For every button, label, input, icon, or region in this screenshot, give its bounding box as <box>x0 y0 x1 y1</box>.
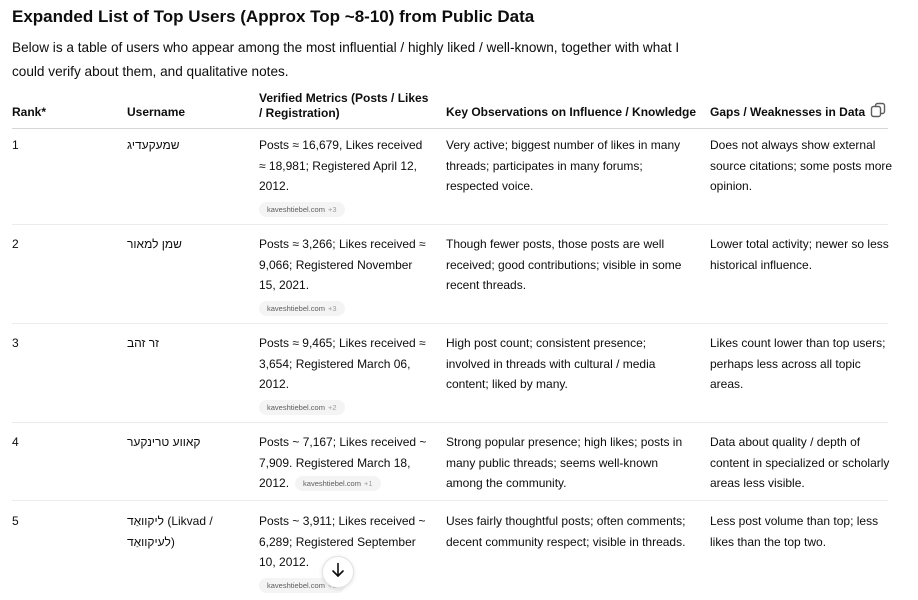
username-text: שמעקעדיג <box>127 138 180 152</box>
source-name: kaveshtiebel.com <box>267 303 325 313</box>
source-name: kaveshtiebel.com <box>303 479 361 489</box>
username-cell <box>127 333 242 354</box>
source-chip[interactable] <box>259 202 345 217</box>
row-divider <box>12 224 888 225</box>
row-divider <box>12 500 888 501</box>
observations-cell: Very active; biggest number of likes in many threads; participates in many forums; respected voice. <box>446 138 681 193</box>
gaps-cell: Data about quality / depth of content in specialized or scholarly areas less visible. <box>710 435 890 490</box>
metrics-text: Posts ≈ 9,465; Likes received ≈ 3,654; Registered March 06, 2012. <box>259 336 426 391</box>
metrics-cell <box>259 432 429 494</box>
metrics-text: Posts ~ 3,911; Likes received ~ 6,289; Registered September 10, 2012. <box>259 514 426 569</box>
row-divider <box>12 422 888 423</box>
rank-cell: 1 <box>12 138 19 152</box>
rank-cell: 3 <box>12 336 19 350</box>
arrow-down-icon <box>331 562 345 583</box>
header-divider <box>12 128 888 129</box>
metrics-text: Posts ≈ 16,679, Likes received ≈ 18,981; Registered April 12, 2012. <box>259 138 423 193</box>
header-rank: Rank* <box>12 105 47 119</box>
username-cell <box>127 511 232 552</box>
observations-cell: Though fewer posts, those posts are well received; good contributions; visible in some recent threads. <box>446 237 682 292</box>
username-text: קאווע טרינקער <box>127 435 201 449</box>
header-metrics-line1: Verified Metrics (Posts / Likes <box>259 91 429 105</box>
metrics-cell <box>259 234 429 316</box>
source-more-count: +2 <box>327 402 337 412</box>
header-metrics <box>259 91 439 121</box>
source-chip[interactable] <box>259 301 345 316</box>
source-name: kaveshtiebel.com <box>267 204 325 214</box>
source-more-count: +3 <box>327 303 337 313</box>
source-name: kaveshtiebel.com <box>267 580 325 590</box>
metrics-cell <box>259 135 429 217</box>
username-text: זר זהב <box>127 336 160 350</box>
username-text: ליקוואַד (Likvad / לעיקוואַד) <box>127 514 213 549</box>
header-observations: Key Observations on Influence / Knowledge <box>446 105 697 119</box>
username-cell <box>127 135 242 156</box>
username-cell <box>127 432 242 453</box>
observations-cell: High post count; consistent presence; involved in threads with cultural / media content; liked by many. <box>446 336 656 391</box>
rank-cell: 5 <box>12 514 19 528</box>
header-metrics-line2: / Registration) <box>259 106 340 120</box>
metrics-text: Posts ≈ 3,266; Likes received ≈ 9,066; Registered November 15, 2021. <box>259 237 426 292</box>
header-gaps: Gaps / Weaknesses in Data <box>710 105 866 119</box>
metrics-text: Posts ~ 7,167; Likes received ~ 7,909. Registered March 18, 2012. <box>259 435 427 490</box>
observations-cell: Uses fairly thoughtful posts; often comments; decent community respect; visible in threads. <box>446 514 686 549</box>
source-more-count: +1 <box>363 479 373 489</box>
scroll-down-button[interactable] <box>322 556 354 588</box>
section-heading: Expanded List of Top Users (Approx Top ~8-10) from Public Data <box>12 7 535 26</box>
username-text: שמן למאור <box>127 237 182 251</box>
observations-cell: Strong popular presence; high likes; posts in many public threads; seems well-known among the community. <box>446 435 683 490</box>
header-username: Username <box>127 105 186 119</box>
gaps-cell: Does not always show external source citations; some posts more opinion. <box>710 138 893 193</box>
source-more-count: +3 <box>327 204 337 214</box>
metrics-cell <box>259 333 429 415</box>
source-chip[interactable] <box>295 476 381 491</box>
gaps-cell: Lower total activity; newer so less historical influence. <box>710 237 889 272</box>
copy-icon[interactable] <box>869 101 887 119</box>
rank-cell: 4 <box>12 435 19 449</box>
source-chip[interactable] <box>259 400 345 415</box>
gaps-cell: Likes count lower than top users; perhaps less across all topic areas. <box>710 336 886 391</box>
gaps-cell: Less post volume than top; less likes than the top two. <box>710 514 879 549</box>
source-name: kaveshtiebel.com <box>267 402 325 412</box>
intro-paragraph: Below is a table of users who appear among the most influential / highly liked / well-known, together with what I could verify about them, and qualitative notes. <box>12 40 680 79</box>
row-divider <box>12 323 888 324</box>
username-cell <box>127 234 242 255</box>
rank-cell: 2 <box>12 237 19 251</box>
